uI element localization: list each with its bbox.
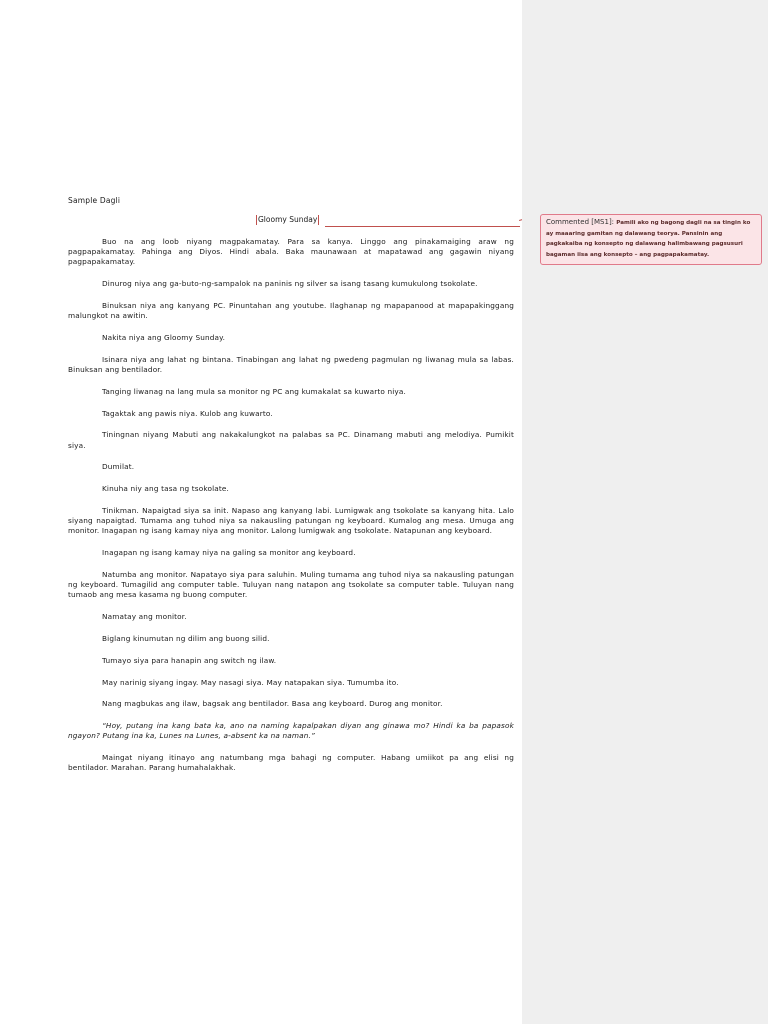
body-paragraph: May narinig siyang ingay. May nasagi siya. May natapakan siya. Tumumba ito. bbox=[102, 677, 399, 687]
body-paragraph: Binuksan niya ang kanyang PC. Pinuntahan ang youtube. Ilaghanap ng mapapanood at mapapakinggang malungkot na awitin. bbox=[68, 301, 514, 321]
body-paragraph: “Hoy, putang ina kang bata ka, ano na naming kapalpakan diyan ang ginawa mo? Hindi ka ba papasok ngayon? Putang ina ka, Lunes na Lunes, a-absent ka na naman.” bbox=[68, 721, 514, 741]
comment-balloon[interactable] bbox=[540, 214, 762, 265]
body-paragraph: Biglang kinumutan ng dilim ang buong silid. bbox=[102, 633, 270, 643]
body-paragraph: Nang magbukas ang ilaw, bagsak ang bentilador. Basa ang keyboard. Durog ang monitor. bbox=[102, 699, 443, 709]
body-paragraph: Buo na ang loob niyang magpakamatay. Para sa kanya. Linggo ang pinakamaiging araw ng pagpapakamatay. Pahinga ang Diyos. Hindi abala. Baka maunawaan at mapatawad ang gagawin niyang pagpapakamatay. bbox=[68, 237, 514, 267]
body-paragraph: Tinikman. Napaigtad siya sa init. Napaso ang kanyang labi. Lumigwak ang tsokolate sa kanyang hita. Lalo siyang napaigtad. Tumama ang tuhod niya sa nakausling patungan ng keyboard. Kumalog ang mesa. Umuga ang monitor. Inagapan ng isang kamay niya ang monitor. Lalong lumigwak ang tsokolate. Natapunan ang keyboard. bbox=[68, 505, 514, 536]
body-paragraph: Nakita niya ang Gloomy Sunday. bbox=[102, 333, 226, 342]
comment-header: Commented [MS1]: bbox=[546, 218, 617, 226]
document-body[interactable] bbox=[68, 237, 514, 785]
body-paragraph: Kinuha niy ang tasa ng tsokolate. bbox=[102, 484, 229, 494]
body-paragraph: Tagaktak ang pawis niya. Kulob ang kuwarto. bbox=[102, 408, 273, 418]
body-paragraph: Maingat niyang itinayo ang natumbang mga bahagi ng computer. Habang umiikot pa ang elisi ng bentilador. Marahan. Parang humahalakhak. bbox=[68, 753, 514, 773]
comment-connector-line bbox=[325, 226, 520, 227]
body-paragraph: Dinurog niya ang ga-buto-ng-sampalok na paninis ng silver sa isang tasang kumukulong tsokolate. bbox=[102, 279, 478, 289]
comments-margin-pane bbox=[522, 0, 768, 1024]
body-paragraph: Tanging liwanag na lang mula sa monitor ng PC ang kumakalat sa kuwarto niya. bbox=[102, 386, 406, 396]
body-paragraph: Inagapan ng isang kamay niya na galing sa monitor ang keyboard. bbox=[102, 548, 356, 558]
body-paragraph: Natumba ang monitor. Napatayo siya para saluhin. Muling tumama ang tuhod niya sa nakausling patungan ng keyboard. Tumagilid ang computer table. Tuluyan nang natapon ang tsokolate sa computer table. Tuluyan nang tumaob ang mesa kasama ng buong computer. bbox=[68, 569, 514, 600]
document-title[interactable]: Gloomy Sunday bbox=[258, 215, 318, 224]
body-paragraph: Tumayo siya para hanapin ang switch ng ilaw. bbox=[102, 655, 277, 665]
document-label: Sample Dagli bbox=[68, 196, 121, 205]
body-paragraph: Isinara niya ang lahat ng bintana. Tinabingan ang lahat ng pwedeng pagmulan ng liwanag mula sa labas. Binuksan ang bentilador. bbox=[68, 354, 514, 374]
comment-text: Pamili ako ng bagong dagli na sa tingin ko ay maaaring gamitan ng dalawang teorya. Pansinin ang pagkakaiba ng konsepto ng dalawang halimbawang pagsusuri bagaman iisa ang konsepto – ang pagpapakamatay. bbox=[546, 220, 751, 258]
body-paragraph: Namatay ang monitor. bbox=[102, 612, 187, 622]
body-paragraph: Dumilat. bbox=[102, 462, 135, 472]
body-paragraph: Tiningnan niyang Mabuti ang nakakalungkot na palabas sa PC. Dinamang mabuti ang melodiya. Pumikit siya. bbox=[68, 430, 514, 450]
